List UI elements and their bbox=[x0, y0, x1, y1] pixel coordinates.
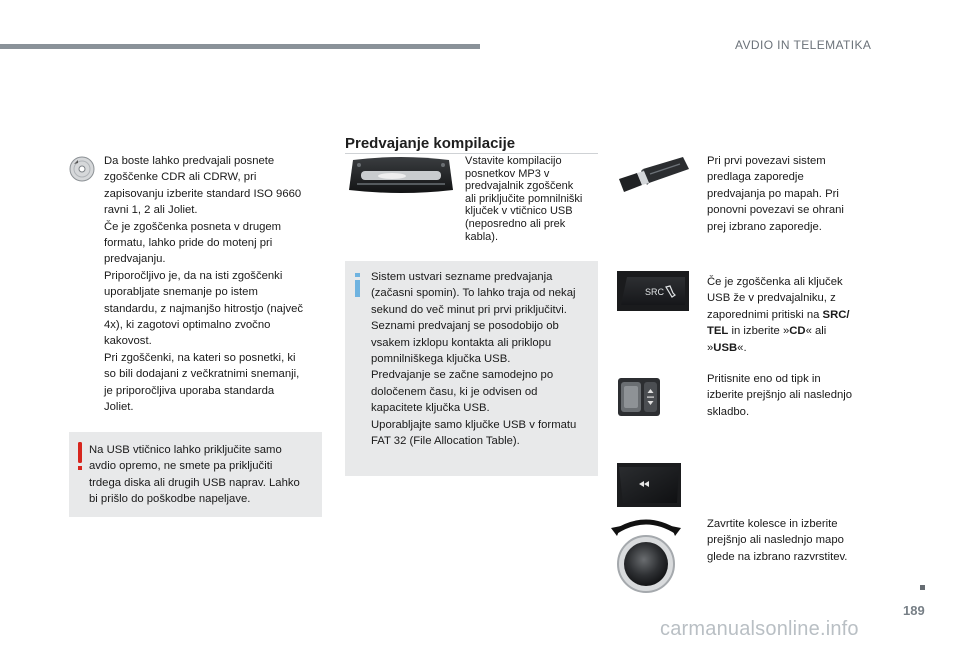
src-instructions: Če je zgoščenka ali ključek USB že v predvajalniku, z zaporednimi pritiski na SRC/ TEL in izberite »CD« ali »USB«. bbox=[707, 276, 850, 354]
rotate-text: Zavrtite kolesce in izberite prejšnjo ali naslednjo mapo glede na izbrano razvrstitev. bbox=[707, 518, 848, 563]
section-header: AVDIO IN TELEMATIKA bbox=[735, 38, 872, 52]
section-title: Predvajanje kompilacije bbox=[345, 135, 516, 152]
cd-player-image bbox=[347, 156, 455, 194]
src-button-label: SRC bbox=[645, 287, 665, 297]
info-icon bbox=[353, 273, 363, 297]
rotary-knob[interactable] bbox=[607, 516, 685, 594]
warning-icon bbox=[75, 442, 85, 472]
src-tel-button[interactable] bbox=[617, 271, 689, 311]
watermark: carmanualsonline.info bbox=[660, 618, 859, 640]
steering-wheel-toggle[interactable] bbox=[618, 378, 660, 416]
insert-instructions: Vstavite kompilacijo posnetkov MP3 v predvajalnik zgoščenk ali priključite pomnilniški ključek v vtičnico USB (neposredno ali prek kabla). bbox=[465, 155, 583, 243]
cd-icon bbox=[69, 156, 95, 182]
warning-text: Na USB vtičnico lahko priključite samo avdio opremo, ne smete pa priključiti trdega diska ali drugih USB naprav. Lahko bi prišlo do poškodbe napeljave. bbox=[89, 444, 300, 506]
first-connection-text: Pri prvi povezavi sistem predlaga zaporedje predvajanja po mapah. Pri ponovni povezavi se ohrani prej izbrano zaporedje. bbox=[707, 155, 844, 233]
previous-track-button[interactable] bbox=[617, 463, 681, 507]
page-number: 189 bbox=[903, 603, 925, 618]
section-title-rule bbox=[345, 153, 598, 154]
continuation-marker bbox=[920, 585, 925, 590]
info-text: Sistem ustvari sezname predvajanja (začasni spomin). To lahko traja od nekaj sekund do več minut pri prvi priključitvi. Seznami predvajanj se posodobijo ob vsakem izklopu kontakta ali priklopu pomnilniškega ključka USB. Predvajanje se začne samodejno po določenem času, ki je odvisen od kapacitete ključka USB. Uporabljajte samo ključke USB v formatu FAT 32 (File Allocation Table). bbox=[371, 271, 577, 448]
press-text: Pritisnite eno od tipk in izberite prejšnjo ali naslednjo skladbo. bbox=[707, 373, 853, 418]
header-rule bbox=[0, 44, 480, 49]
usb-stick-image bbox=[617, 155, 692, 197]
cd-info-text: Da boste lahko predvajali posnete zgoščenke CDR ali CDRW, pri zapisovanju izberite standard ISO 9660 ravni 1, 2 ali Joliet. Če je zgoščenka posneta v drugem formatu, lahko pride do motenj pri predvajanju. Priporočljivo je, da na isti zgoščenki uporabljate snemanje po istem standardu, z najmanjšo hitrostjo (največ 4x), ki zagotovi optimalno zvočno kakovost. Pri zgoščenki, na kateri so posnetki, ki so bili dodajani z večkratnimi snemanji, je priporočljiva uporaba standarda Joliet. bbox=[104, 155, 304, 414]
info-box bbox=[345, 261, 598, 476]
warning-box bbox=[69, 432, 322, 517]
